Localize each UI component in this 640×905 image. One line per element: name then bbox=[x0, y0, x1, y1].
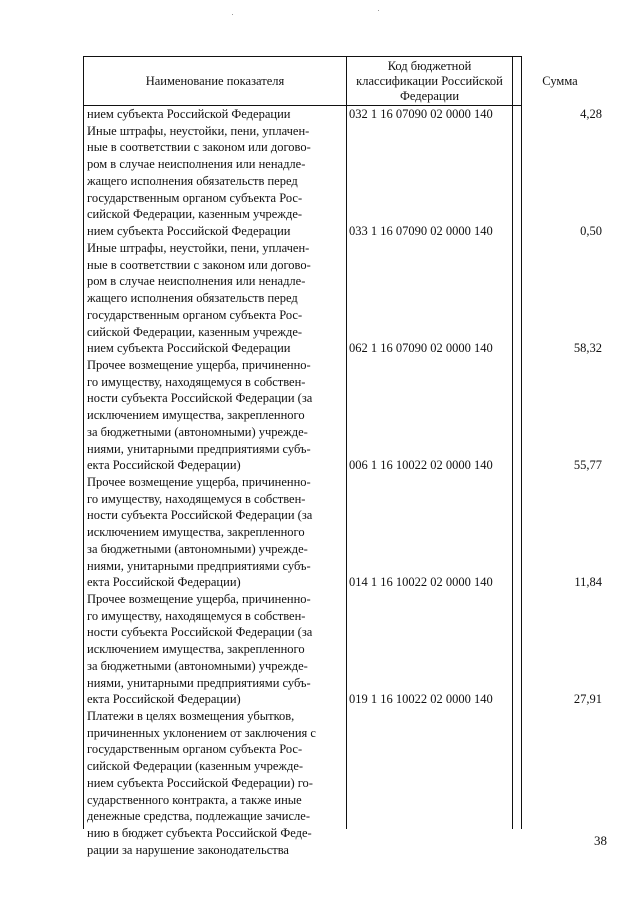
budget-code: 006 1 16 10022 02 0000 140 bbox=[349, 458, 493, 472]
amount-value: 11,84 bbox=[574, 575, 602, 589]
budget-code: 032 1 16 07090 02 0000 140 bbox=[349, 107, 493, 121]
budget-code: 033 1 16 07090 02 0000 140 bbox=[349, 224, 493, 238]
column-divider bbox=[346, 57, 347, 829]
page-number: 38 bbox=[594, 833, 607, 848]
budget-code: 014 1 16 10022 02 0000 140 bbox=[349, 575, 493, 589]
amount-value: 27,91 bbox=[573, 692, 602, 706]
header-name: Наименование показателя bbox=[145, 74, 285, 88]
scan-speck bbox=[232, 14, 233, 15]
indicator-name: Прочее возмещение ущерба, причиненно- го имуществу, находящемуся в собствен- ности субъекта Российской Федерации (за исключением имущества, закрепленного за бюджетными (автономными) учрежде- ниями, унитарными предприятиями субъ- екта Российской Федерации) bbox=[87, 592, 313, 707]
amount-value: 58,32 bbox=[573, 341, 602, 355]
budget-code: 019 1 16 10022 02 0000 140 bbox=[349, 692, 493, 706]
amount-value: 55,77 bbox=[573, 458, 602, 472]
header-code: Код бюджетной классификации Российской Федерации bbox=[356, 59, 503, 103]
indicator-name: Прочее возмещение ущерба, причиненно- го имуществу, находящемуся в собствен- ности субъекта Российской Федерации (за исключением имущества, закрепленного за бюджетными (автономными) учрежде- ниями, унитарными предприятиями субъ- екта Российской Федерации) bbox=[87, 475, 313, 590]
indicator-name: нием субъекта Российской Федерации bbox=[87, 107, 291, 121]
budget-code: 062 1 16 07090 02 0000 140 bbox=[349, 341, 493, 355]
indicator-name: Иные штрафы, неустойки, пени, уплачен- ные в соответствии с законом или догово- ром в случае неисполнения или ненадле- жащего исполнения обязательств перед государственным органом субъекта Рос- сийской Федерации, казенным учрежде- нием субъекта Российской Федерации bbox=[87, 123, 311, 238]
amount-value: 4,28 bbox=[580, 107, 602, 121]
column-divider bbox=[512, 57, 513, 829]
indicator-name: Иные штрафы, неустойки, пени, уплачен- ные в соответствии с законом или догово- ром в случае неисполнения или ненадле- жащего исполнения обязательств перед государственным органом субъекта Рос- сийской Федерации, казенным учрежде- нием субъекта Российской Федерации bbox=[87, 241, 311, 356]
indicator-name: Прочее возмещение ущерба, причиненно- го имуществу, находящемуся в собствен- ности субъекта Российской Федерации (за исключением имущества, закрепленного за бюджетными (автономными) учрежде- ниями, унитарными предприятиями субъ- екта Российской Федерации) bbox=[87, 358, 313, 473]
header-amount: Сумма bbox=[542, 74, 578, 88]
scan-speck bbox=[378, 10, 379, 11]
indicator-name: Платежи в целях возмещения убытков, причиненных уклонением от заключения с государственным органом субъекта Рос- сийской Федерации (казенным учрежде- нием субъекта Российской Федерации) го- сударственного контракта, а также иные денежные средства, подлежащие зачисле- нию в бюджет субъекта Российской Феде- рации за нарушение законодательства bbox=[87, 709, 316, 857]
amount-value: 0,50 bbox=[580, 224, 602, 238]
